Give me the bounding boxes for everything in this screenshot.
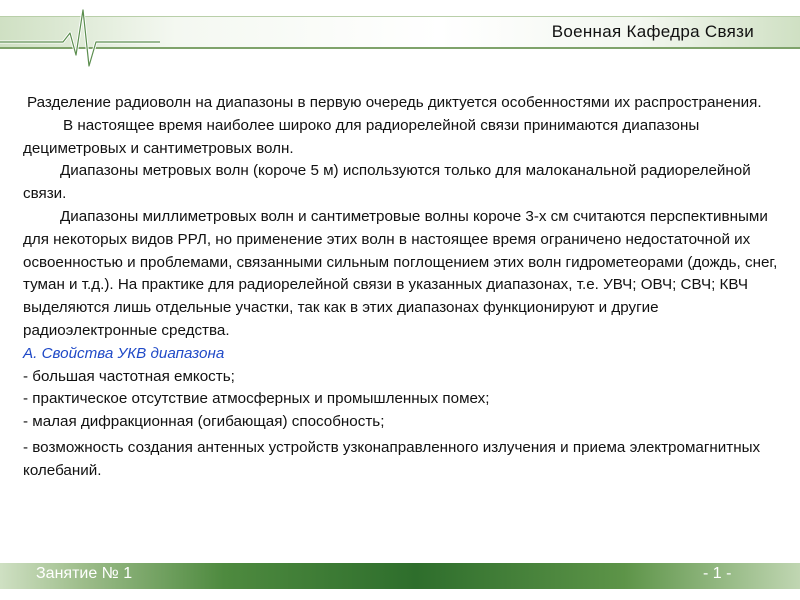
property-item-2: - практическое отсутствие атмосферных и промышленных помех; [23,390,490,408]
header-title: Военная Кафедра Связи [551,22,754,41]
paragraph-1: Разделение радиоволн на диапазоны в первую очередь диктуется особенностями их распространения. [27,94,762,111]
pulse-line-icon [0,0,160,75]
main-content [23,92,783,483]
page-number: - 1 - [703,565,732,582]
paragraph-4: Диапазоны миллиметровых волн и сантиметровые волны короче 3-х см считаются перспективными для некоторых видов РРЛ, но применение этих волн в настоящее время ограничено недостаточной их освоенностью и проблемами, связанными сильным поглощением этих волн гидрометеорами (дождь, снег, туман и т.д.). На практике для радиорелейной связи в указанных диапазонах, т.е. УВЧ; ОВЧ; СВЧ; КВЧ выделяются лишь отдельные участки, так как в этих диапазонах функционируют и другие радиоэлектронные средства. [23,207,778,339]
paragraph-2: В настоящее время наиболее широко для радиорелейной связи принимаются диапазоны дециметровых и сантиметровых волн. [23,116,700,157]
property-item-4: - возможность создания антенных устройств узконаправленного излучения и приема электромагнитных колебаний. [23,438,761,479]
section-heading: А. Свойства УКВ диапазона [23,344,225,362]
lesson-label: Занятие № 1 [36,565,133,582]
paragraph-3: Диапазоны метровых волн (короче 5 м) используются только для малоканальной радиорелейной связи. [23,162,751,203]
property-item-3: - малая дифракционная (огибающая) способность; [23,413,385,431]
property-item-1: - большая частотная емкость; [23,367,235,385]
